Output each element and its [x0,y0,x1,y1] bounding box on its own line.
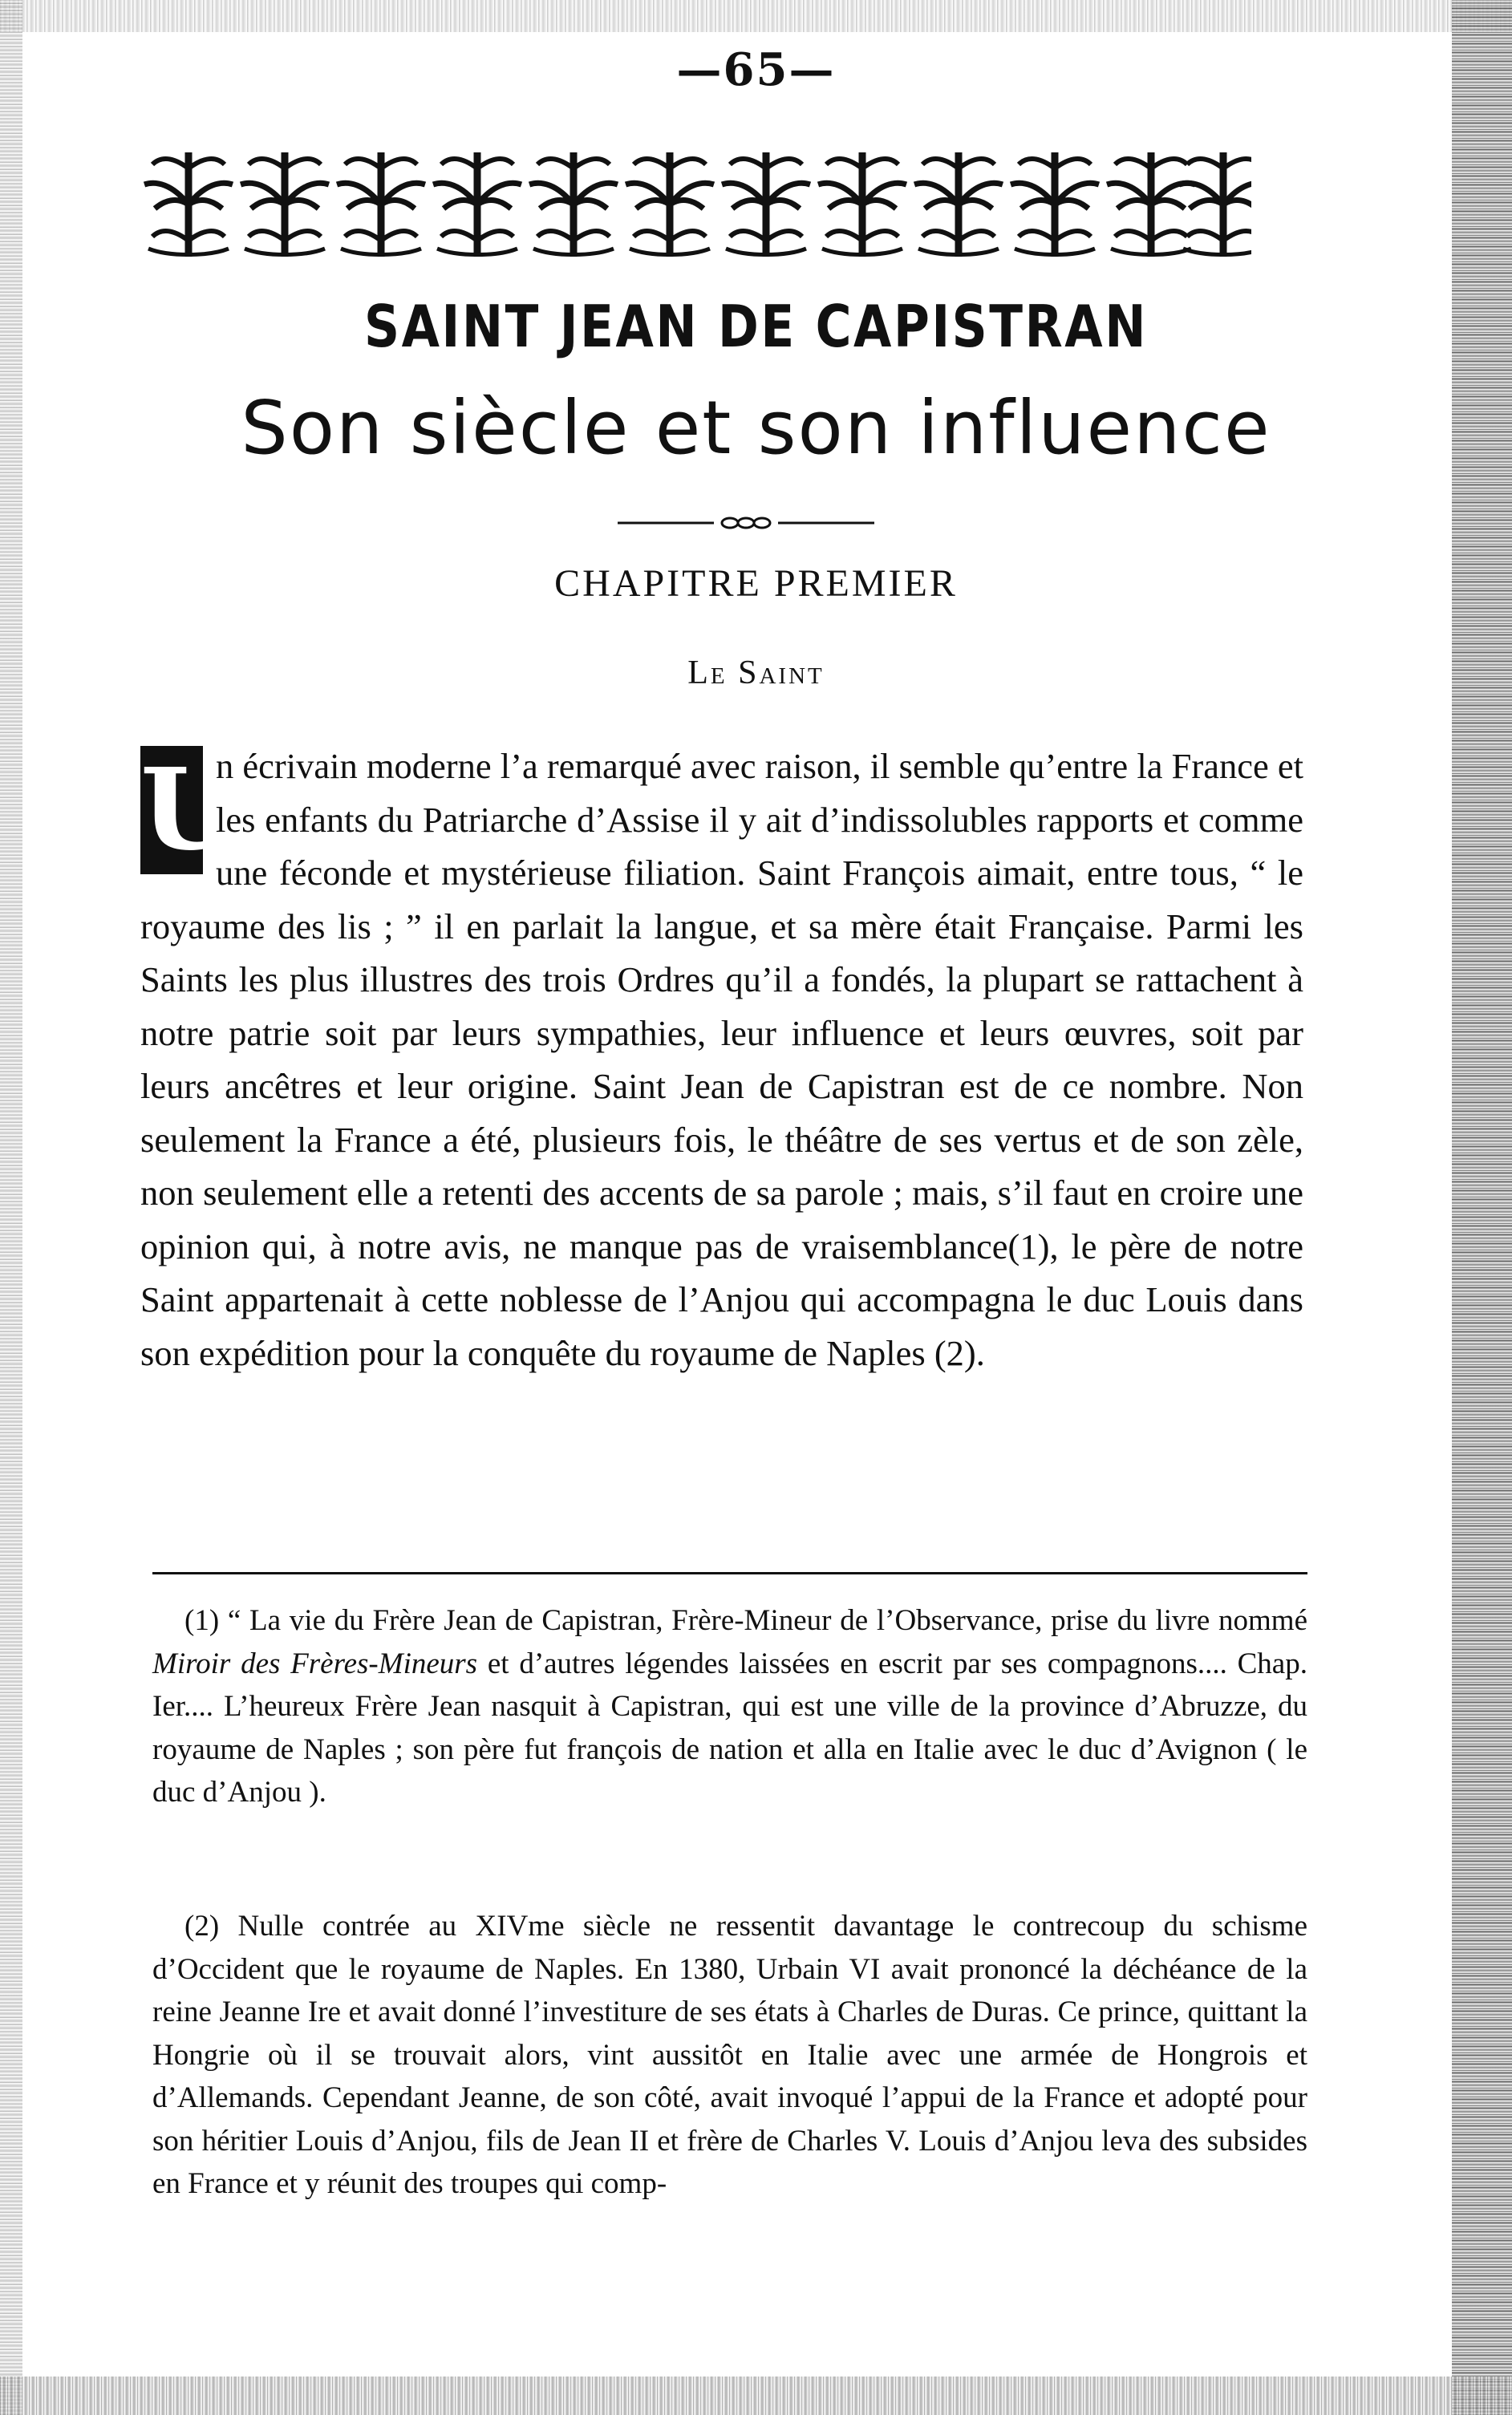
drop-cap: U [140,744,239,876]
scan-noise-right [1452,0,1512,2415]
footnote-1-prefix: (1) “ La vie du Frère Jean de Capistran, Frère-Mineur de l’Observance, prise du livre nommé [184,1604,1307,1637]
footnote-1 [152,1599,1307,1814]
chapter-heading: CHAPITRE PREMIER [554,562,958,605]
chapter-subheading: Le Saint [687,654,825,691]
decorative-rule-icon [618,513,874,533]
footnote-1-italic: Miroir des Frères-Mineurs [152,1647,478,1680]
body-text: n écrivain moderne l’a remarqué avec raison, il semble qu’entre la France et les enfants du Patriarche d’Assise il y ait d’indissolubles rapports et comme une féconde et mystérieuse filiation. Saint François aimait, entre tous, “ le royaume des lis ; ” il en parlait la langue, et sa mère était Française. Parmi les Saints les plus illustres des trois Ordres qu’il a fondés, la plupart se rattachent à notre patrie soit par leurs sympathies, leur influence et leurs œuvres, soit par leurs ancêtres et leur origine. Saint Jean de Capistran est de ce nombre. Non seulement la France a été, plusieurs fois, le théâtre de ses vertus et de son zèle, non seulement elle a retenti des accents de sa parole ; mais, s’il faut en croire une opinion qui, à notre avis, ne manque pas de vraisemblance(1), le père de notre Saint appartenait à cette noblesse de l’Anjou qui accompagna le duc Louis dans son expédition pour la conquête du royaume de Naples (2). [140,746,1303,1373]
footnote-divider [152,1572,1307,1574]
footnote-2: (2) Nulle contrée au XIVme siècle ne ressentit davantage le contrecoup du schisme d’Occident que le royaume de Naples. En 1380, Urbain VI avait prononcé la déchéance de la reine Jeanne Ire et avait donné l’investiture de ses états à Charles de Duras. Ce prince, quittant la Hongrie où il se trouvait alors, vint aussitôt en Italie avec une armée de Hongrois et d’Allemands. Cependant Jeanne, de son côté, avait invoqué l’appui de la France et adopté pour son héritier Louis d’Anjou, fils de Jean II et frère de Charles V. Louis d’Anjou leva des subsides en France et y réunit des troupes qui comp- [152,1910,1307,2200]
page-title: SAINT JEAN DE CAPISTRAN [364,293,1148,360]
footnote-1-suffix: et d’autres légendes laissées en escrit par ses compagnons.... Chap. Ier.... L’heureux Frère Jean nasquit à Capistran, qui est une ville de la province d’Abruzze, du royaume de Naples ; son père fut françois de nation et alla en Italie avec le duc d’Avignon ( le duc d’Anjou ). [152,1647,1307,1809]
ornament-band-icon [140,136,1251,273]
page-subtitle: Son siècle et son influence [241,385,1271,471]
scan-noise-bottom [0,2377,1512,2415]
scan-noise-left [0,0,22,2415]
scan-noise-top [0,0,1512,32]
body-paragraph [140,739,1303,1380]
page-number: —65— [676,43,836,96]
